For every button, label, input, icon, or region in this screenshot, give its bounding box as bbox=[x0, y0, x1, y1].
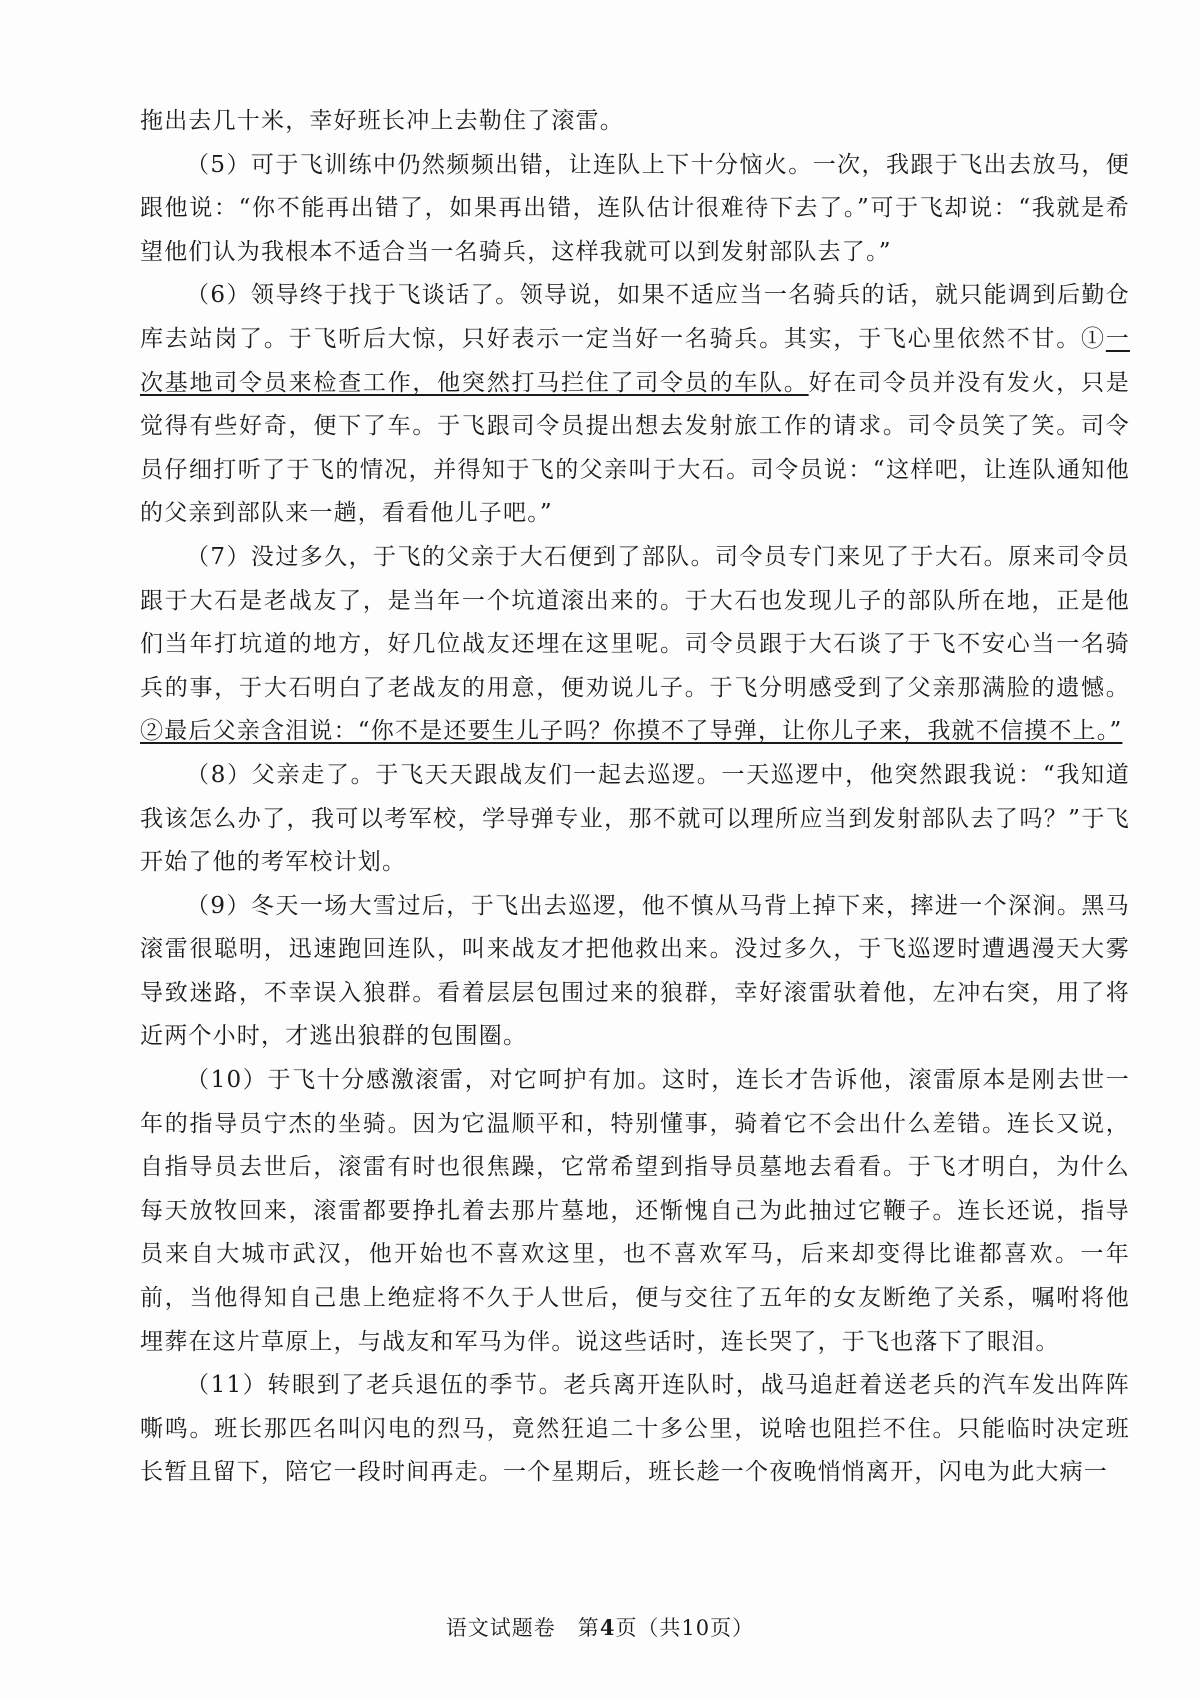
paragraph-text: （11）转眼到了老兵退伍的季节。老兵离开连队时，战马追赶着送老兵的汽车发出阵阵嘶鸣。班长那匹名叫闪电的烈马，竟然狂追二十多公里，说啥也阻拦不住。只能临时决定班长暂且留下，陪它一段时间再走。一个星期后，班长趁一个夜晚悄悄离开，闪电为此大病一 bbox=[140, 1372, 1130, 1486]
paragraph-9 bbox=[140, 885, 1130, 1059]
paragraph-text: 拖出去几十米，幸好班长冲上去勒住了滚雷。 bbox=[140, 108, 624, 134]
paragraph-11 bbox=[140, 1364, 1130, 1495]
underlined-sentence-1: 一次基地司令员来检查工作，他突然打马拦住了司令员的车队。 bbox=[140, 325, 1130, 396]
paragraph-7 bbox=[140, 536, 1130, 754]
paragraph-10 bbox=[140, 1059, 1130, 1364]
paragraph-text: （5）可于飞训练中仍然频频出错，让连队上下十分恼火。一次，我跟于飞出去放马，便跟他说：“你不能再出错了，如果再出错，连队估计很难待下去了。”可于飞却说：“我就是希望他们认为我根本不适合当一名骑兵，这样我就可以到发射部队去了。” bbox=[140, 151, 1130, 265]
paragraph-8 bbox=[140, 754, 1130, 885]
page-footer bbox=[0, 1612, 1200, 1642]
footer-suffix: 页（共10页） bbox=[615, 1616, 755, 1640]
paragraph-text: （8）父亲走了。于飞天天跟战友们一起去巡逻。一天巡逻中，他突然跟我说：“我知道我该怎么办了，我可以考军校，学导弹专业，那不就可以理所应当到发射部队去了吗？”于飞开始了他的考军校计划。 bbox=[140, 761, 1130, 876]
footer-prefix: 语文试题卷 第 bbox=[445, 1616, 600, 1640]
paragraph-5 bbox=[140, 144, 1130, 275]
paragraph-continued bbox=[140, 100, 1130, 144]
paragraph-text: （9）冬天一场大雪过后，于飞出去巡逻，他不慎从马背上掉下来，摔进一个深涧。黑马滚雷很聪明，迅速跑回连队，叫来战友才把他救出来。没过多久，于飞巡逻时遭遇漫天大雾导致迷路，不幸误入狼群。看着层层包围过来的狼群，幸好滚雷驮着他，左冲右突，用了将近两个小时，才逃出狼群的包围圈。 bbox=[140, 892, 1130, 1050]
paragraph-6 bbox=[140, 274, 1130, 536]
underlined-sentence-2: ②最后父亲含泪说：“你不是还要生儿子吗？你摸不了导弹，让你儿子来，我就不信摸不上。” bbox=[140, 718, 1123, 745]
page-number: 4 bbox=[599, 1615, 616, 1640]
paragraph-text: 好在司令员并没有发火，只是觉得有些好奇，便下了车。于飞跟司令员提出想去发射旅工作的请求。司令员笑了笑。司令员仔细打听了于飞的情况，并得知于飞的父亲叫于大石。司令员说：“这样吧，让连队通知他的父亲到部队来一趟，看看他儿子吧。” bbox=[140, 369, 1130, 527]
paragraph-text: （7）没过多久，于飞的父亲于大石便到了部队。司令员专门来见了于大石。原来司令员跟于大石是老战友了，是当年一个坑道滚出来的。于大石也发现儿子的部队所在地，正是他们当年打坑道的地方，好几位战友还埋在这里呢。司令员跟于大石谈了于飞不安心当一名骑兵的事，于大石明白了老战友的用意，便劝说儿子。于飞分明感受到了父亲那满脸的遗憾。 bbox=[140, 543, 1130, 701]
reading-passage bbox=[140, 100, 1130, 1495]
paragraph-text: （10）于飞十分感激滚雷，对它呵护有加。这时，连长才告诉他，滚雷原本是刚去世一年的指导员宁杰的坐骑。因为它温顺平和，特别懂事，骑着它不会出什么差错。连长又说，自指导员去世后，滚雷有时也很焦躁，它常希望到指导员墓地去看看。于飞才明白，为什么每天放牧回来，滚雷都要挣扎着去那片墓地，还惭愧自己为此抽过它鞭子。连长还说，指导员来自大城市武汉，他开始也不喜欢这里，也不喜欢军马，后来却变得比谁都喜欢。一年前，当他得知自己患上绝症将不久于人世后，便与交往了五年的女友断绝了关系，嘱咐将他埋葬在这片草原上，与战友和军马为伴。说这些话时，连长哭了，于飞也落下了眼泪。 bbox=[140, 1067, 1130, 1355]
paragraph-text: （6）领导终于找于飞谈话了。领导说，如果不适应当一名骑兵的话，就只能调到后勤仓库去站岗了。于飞听后大惊，只好表示一定当好一名骑兵。其实，于飞心里依然不甘。① bbox=[140, 282, 1130, 352]
